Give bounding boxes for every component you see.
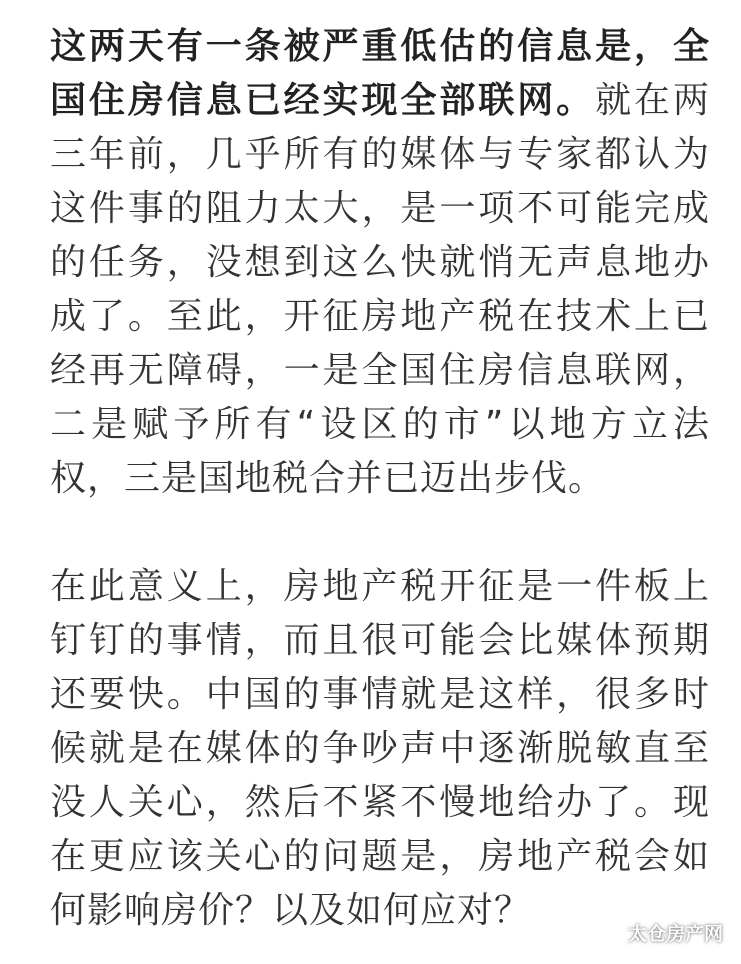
paragraph-2: 在此意义上，房地产税开征是一件板上钉钉的事情，而且很可能会比媒体预期还要快。中国的事情就是这样，很多时候就是在媒体的争吵声中逐渐脱敏直至没人关心，然后不紧不慢地给办了。现在更应该关心的问题是，房地产税会如何影响房价？以及如何应对？: [50, 566, 710, 931]
paragraph-1-bold: 这两天有一条被严重低估的信息是，全国住房信息已经实现全部联网。: [50, 26, 710, 121]
article-body: [50, 20, 710, 938]
watermark: [590, 917, 723, 948]
paragraph-1: [50, 20, 710, 506]
wechat-icon: [590, 917, 620, 948]
paragraph-1-text: 就在两三年前，几乎所有的媒体与专家都认为这件事的阻力太大，是一项不可能完成的任务，没想到这么快就悄无声息地办成了。至此，开征房地产税在技术上已经再无障碍，一是全国住房信息联网，二是赋予所有“设区的市”以地方立法权，三是国地税合并已迈出步伐。: [50, 80, 710, 499]
watermark-text: 太仓房产网: [627, 923, 723, 945]
